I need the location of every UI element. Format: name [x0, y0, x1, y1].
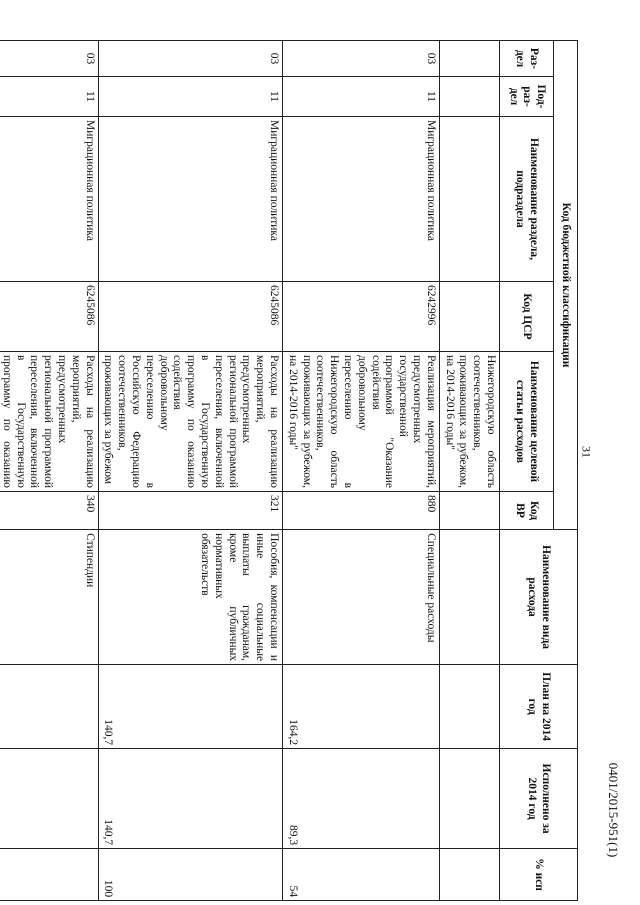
- page-number: 31: [579, 446, 594, 458]
- podrazdel-code: 11: [98, 77, 282, 117]
- vr-code: 340: [0, 492, 98, 530]
- razdel-name: Миграционная политика: [98, 117, 282, 282]
- vr-code: 321: [98, 492, 282, 530]
- header-target-name: Наименование целевой статьи расходов: [500, 352, 554, 492]
- target-name: Расходы на реализацию мероприятий, предусмотренных региональной программой переселения, включенной в Государственную программу по оказанию содействия добровольному переселению в Российскую Федерацию соотечественников, проживающих за рубежом: [98, 352, 282, 492]
- plan-value: [0, 665, 98, 749]
- podrazdel-code: 11: [283, 77, 440, 117]
- budget-classification-header: Код бюджетной классификации: [554, 41, 578, 530]
- header-plan: План на 2014 год: [500, 665, 578, 749]
- percent-value: 54: [283, 849, 440, 901]
- target-name: Реализация мероприятий, предусмотренных государственной программой "Оказание содействия добровольному переселению в Нижегородскую область соотечественников, проживающих за рубежом, на 2014-2016 годы": [283, 352, 440, 492]
- percent-value: [0, 849, 98, 901]
- actual-value: 89,3: [283, 749, 440, 849]
- razdel-code: 03: [0, 41, 98, 77]
- header-csr: Код ЦСР: [500, 282, 554, 352]
- budget-table: [0, 40, 578, 901]
- vr-name: Специальные расходы: [283, 530, 440, 665]
- table-row: [283, 41, 440, 901]
- vr-code: 880: [283, 492, 440, 530]
- continuation-row: [439, 41, 499, 901]
- header-actual: Исполнено за 2014 год: [500, 749, 578, 849]
- percent-value: 100: [98, 849, 282, 901]
- razdel-code: 03: [283, 41, 440, 77]
- actual-value: [0, 749, 98, 849]
- table-row: [98, 41, 282, 901]
- budget-sheet: [0, 40, 578, 900]
- header-podrazdel: Под-раз-дел: [500, 77, 554, 117]
- header-razdel: Раз-дел: [500, 41, 554, 77]
- header-percent: % исп: [500, 849, 578, 901]
- target-name: Расходы на реализацию мероприятий, предусмотренных региональной программой переселения, включенной в Государственную программу по оказанию: [0, 352, 98, 492]
- continuation-text: Нижегородскую область соотечественников, проживающих за рубежом, на 2014-2016 годы": [439, 352, 499, 492]
- csr-code: 6245086: [0, 282, 98, 352]
- razdel-code: 03: [98, 41, 282, 77]
- podrazdel-code: 11: [0, 77, 98, 117]
- header-vr: Код ВР: [500, 492, 554, 530]
- header-razdel-name: Наименование раздела, подраздела: [500, 117, 554, 282]
- header-vr-name: Наименование вида расхода: [500, 530, 578, 665]
- razdel-name: Миграционная политика: [283, 117, 440, 282]
- plan-value: 140,7: [98, 665, 282, 749]
- document-code: 0401/2015-951(1): [606, 762, 621, 858]
- csr-code: 6245086: [98, 282, 282, 352]
- csr-code: 6242996: [283, 282, 440, 352]
- table-row: [0, 41, 98, 901]
- plan-value: 164,2: [283, 665, 440, 749]
- header-row-1: [554, 41, 578, 901]
- razdel-name: Миграционная политика: [0, 117, 98, 282]
- actual-value: 140,7: [98, 749, 282, 849]
- vr-name: Стипендии: [0, 530, 98, 665]
- rotated-table-area: [0, 40, 578, 900]
- vr-name: Пособия, компенсации и иные социальные выплаты гражданам, кроме публичных нормативных обязательств: [98, 530, 282, 665]
